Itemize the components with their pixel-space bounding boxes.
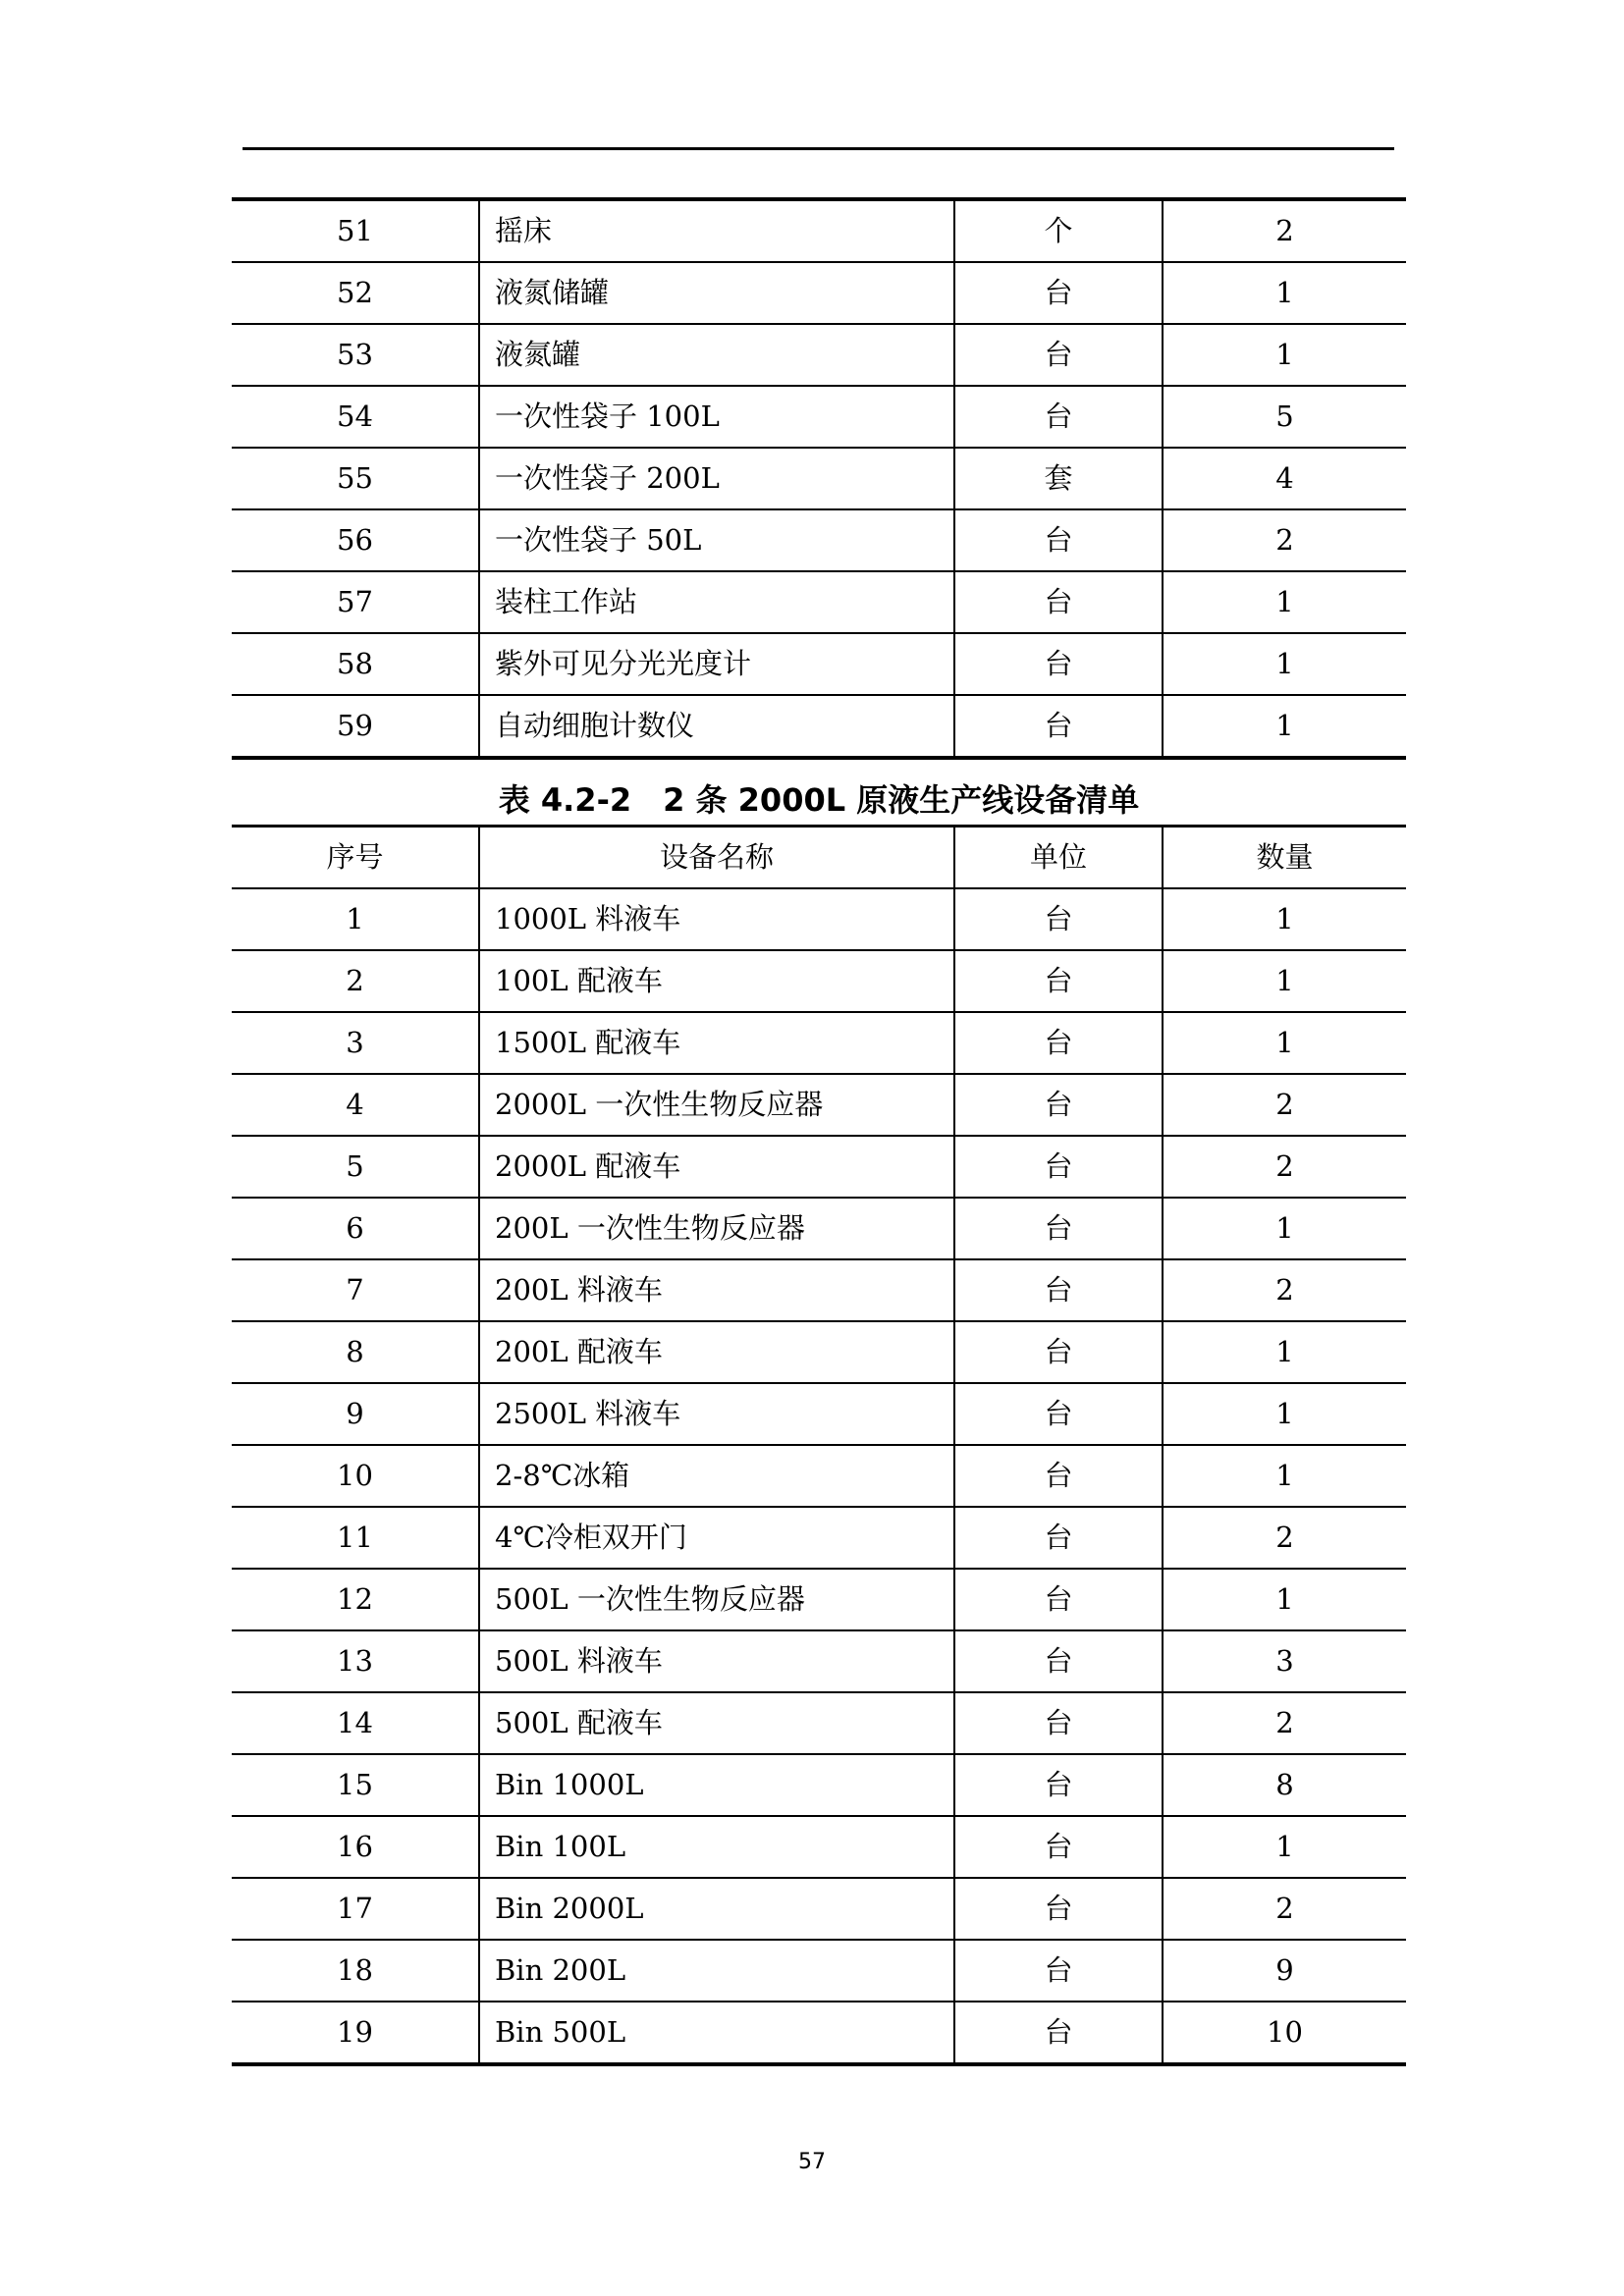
- unit-cell: 台: [954, 1074, 1163, 1136]
- row-number: 56: [232, 509, 479, 571]
- equipment-name: 紫外可见分光光度计: [479, 633, 954, 695]
- table-row: [232, 1259, 1406, 1321]
- row-number: 18: [232, 1940, 479, 2002]
- equipment-name: 1000L 料液车: [479, 888, 954, 950]
- unit-cell: 台: [954, 1259, 1163, 1321]
- unit-cell: 台: [954, 1507, 1163, 1569]
- unit-cell: 台: [954, 1012, 1163, 1074]
- unit-cell: 台: [954, 1940, 1163, 2002]
- quantity-cell: 10: [1163, 2002, 1406, 2064]
- row-number: 17: [232, 1878, 479, 1940]
- row-number: 19: [232, 2002, 479, 2064]
- quantity-cell: 4: [1163, 448, 1406, 509]
- quantity-cell: 1: [1163, 1445, 1406, 1507]
- equipment-name: Bin 200L: [479, 1940, 954, 2002]
- table-row: [232, 1692, 1406, 1754]
- row-number: 5: [232, 1136, 479, 1198]
- equipment-name: 自动细胞计数仪: [479, 695, 954, 758]
- equipment-name: 200L 一次性生物反应器: [479, 1198, 954, 1259]
- equipment-name: 2-8℃冰箱: [479, 1445, 954, 1507]
- row-number: 4: [232, 1074, 479, 1136]
- quantity-cell: 1: [1163, 1012, 1406, 1074]
- unit-cell: 台: [954, 324, 1163, 386]
- quantity-cell: 1: [1163, 1321, 1406, 1383]
- table-row: [232, 1074, 1406, 1136]
- equipment-name: Bin 100L: [479, 1816, 954, 1878]
- equipment-name: Bin 2000L: [479, 1878, 954, 1940]
- table-row: [232, 448, 1406, 509]
- unit-cell: 台: [954, 1445, 1163, 1507]
- unit-cell: 台: [954, 1692, 1163, 1754]
- table-row: [232, 509, 1406, 571]
- table-row: [232, 1136, 1406, 1198]
- table-row: [232, 1507, 1406, 1569]
- unit-cell: 台: [954, 1878, 1163, 1940]
- equipment-name: 液氮储罐: [479, 262, 954, 324]
- unit-cell: 台: [954, 2002, 1163, 2064]
- unit-cell: 台: [954, 1321, 1163, 1383]
- unit-cell: 台: [954, 1754, 1163, 1816]
- equipment-name: 2000L 一次性生物反应器: [479, 1074, 954, 1136]
- unit-cell: 台: [954, 509, 1163, 571]
- table-row: [232, 1445, 1406, 1507]
- equipment-name: 一次性袋子 50L: [479, 509, 954, 571]
- equipment-name: Bin 1000L: [479, 1754, 954, 1816]
- row-number: 16: [232, 1816, 479, 1878]
- table-row: [232, 1198, 1406, 1259]
- row-number: 54: [232, 386, 479, 448]
- row-number: 9: [232, 1383, 479, 1445]
- row-number: 57: [232, 571, 479, 633]
- unit-cell: 台: [954, 1569, 1163, 1630]
- row-number: 53: [232, 324, 479, 386]
- quantity-cell: 1: [1163, 571, 1406, 633]
- equipment-name: 100L 配液车: [479, 950, 954, 1012]
- table-row: [232, 695, 1406, 758]
- row-number: 12: [232, 1569, 479, 1630]
- unit-cell: 台: [954, 633, 1163, 695]
- table-row: [232, 1878, 1406, 1940]
- equipment-name: 4℃冷柜双开门: [479, 1507, 954, 1569]
- quantity-cell: 1: [1163, 1816, 1406, 1878]
- row-number: 52: [232, 262, 479, 324]
- unit-cell: 台: [954, 1816, 1163, 1878]
- row-number: 10: [232, 1445, 479, 1507]
- quantity-cell: 2: [1163, 199, 1406, 262]
- quantity-cell: 1: [1163, 633, 1406, 695]
- row-number: 15: [232, 1754, 479, 1816]
- equipment-name: 500L 一次性生物反应器: [479, 1569, 954, 1630]
- table-row: [232, 386, 1406, 448]
- row-number: 7: [232, 1259, 479, 1321]
- quantity-cell: 1: [1163, 1198, 1406, 1259]
- table-row: [232, 1383, 1406, 1445]
- quantity-cell: 5: [1163, 386, 1406, 448]
- row-number: 59: [232, 695, 479, 758]
- unit-cell: 台: [954, 571, 1163, 633]
- quantity-cell: 1: [1163, 1569, 1406, 1630]
- equipment-name: 200L 配液车: [479, 1321, 954, 1383]
- header-no: 序号: [232, 827, 479, 889]
- unit-cell: 个: [954, 199, 1163, 262]
- unit-cell: 套: [954, 448, 1163, 509]
- equipment-name: 500L 配液车: [479, 1692, 954, 1754]
- equipment-table-continued: [232, 197, 1406, 760]
- row-number: 58: [232, 633, 479, 695]
- quantity-cell: 9: [1163, 1940, 1406, 2002]
- unit-cell: 台: [954, 888, 1163, 950]
- quantity-cell: 2: [1163, 1878, 1406, 1940]
- unit-cell: 台: [954, 1383, 1163, 1445]
- row-number: 11: [232, 1507, 479, 1569]
- equipment-name: 1500L 配液车: [479, 1012, 954, 1074]
- row-number: 51: [232, 199, 479, 262]
- unit-cell: 台: [954, 1198, 1163, 1259]
- quantity-cell: 2: [1163, 509, 1406, 571]
- table-row: [232, 324, 1406, 386]
- row-number: 8: [232, 1321, 479, 1383]
- table-row: [232, 262, 1406, 324]
- unit-cell: 台: [954, 262, 1163, 324]
- header-name: 设备名称: [479, 827, 954, 889]
- table-row: [232, 1012, 1406, 1074]
- quantity-cell: 2: [1163, 1507, 1406, 1569]
- table-row: [232, 1940, 1406, 2002]
- row-number: 55: [232, 448, 479, 509]
- page-number: 57: [798, 2150, 826, 2174]
- equipment-name: 200L 料液车: [479, 1259, 954, 1321]
- row-number: 6: [232, 1198, 479, 1259]
- quantity-cell: 3: [1163, 1630, 1406, 1692]
- quantity-cell: 2: [1163, 1259, 1406, 1321]
- table-row: [232, 888, 1406, 950]
- table-row: [232, 1754, 1406, 1816]
- table-row: [232, 199, 1406, 262]
- row-number: 2: [232, 950, 479, 1012]
- table-row: [232, 571, 1406, 633]
- unit-cell: 台: [954, 695, 1163, 758]
- equipment-name: 一次性袋子 200L: [479, 448, 954, 509]
- unit-cell: 台: [954, 1630, 1163, 1692]
- quantity-cell: 1: [1163, 950, 1406, 1012]
- quantity-cell: 1: [1163, 1383, 1406, 1445]
- table-row: [232, 633, 1406, 695]
- equipment-name: Bin 500L: [479, 2002, 954, 2064]
- quantity-cell: 1: [1163, 695, 1406, 758]
- quantity-cell: 1: [1163, 324, 1406, 386]
- quantity-cell: 2: [1163, 1074, 1406, 1136]
- header-rule: [243, 147, 1394, 150]
- row-number: 14: [232, 1692, 479, 1754]
- unit-cell: 台: [954, 1136, 1163, 1198]
- header-qty: 数量: [1163, 827, 1406, 889]
- table-row: [232, 1569, 1406, 1630]
- equipment-name: 2500L 料液车: [479, 1383, 954, 1445]
- row-number: 13: [232, 1630, 479, 1692]
- table-row: [232, 1321, 1406, 1383]
- quantity-cell: 1: [1163, 888, 1406, 950]
- quantity-cell: 8: [1163, 1754, 1406, 1816]
- equipment-name: 500L 料液车: [479, 1630, 954, 1692]
- unit-cell: 台: [954, 386, 1163, 448]
- quantity-cell: 1: [1163, 262, 1406, 324]
- unit-cell: 台: [954, 950, 1163, 1012]
- equipment-name: 液氮罐: [479, 324, 954, 386]
- table-row: [232, 2002, 1406, 2064]
- equipment-table: [232, 825, 1406, 2066]
- equipment-name: 2000L 配液车: [479, 1136, 954, 1198]
- row-number: 1: [232, 888, 479, 950]
- table-row: [232, 950, 1406, 1012]
- table-row: [232, 1816, 1406, 1878]
- table-header-row: [232, 827, 1406, 889]
- row-number: 3: [232, 1012, 479, 1074]
- equipment-name: 装柱工作站: [479, 571, 954, 633]
- equipment-name: 摇床: [479, 199, 954, 262]
- header-unit: 单位: [954, 827, 1163, 889]
- table-caption: 表 4.2-2 2 条 2000L 原液生产线设备清单: [498, 781, 1140, 819]
- equipment-name: 一次性袋子 100L: [479, 386, 954, 448]
- quantity-cell: 2: [1163, 1692, 1406, 1754]
- table-row: [232, 1630, 1406, 1692]
- quantity-cell: 2: [1163, 1136, 1406, 1198]
